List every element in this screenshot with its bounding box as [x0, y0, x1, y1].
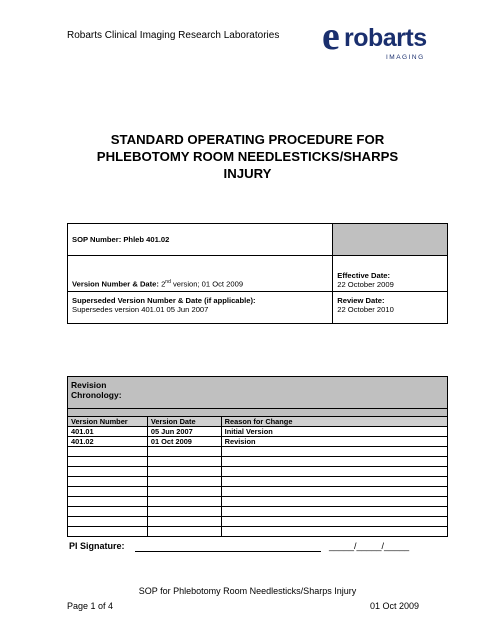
revision-spacer [68, 409, 448, 417]
revision-heading-cell [68, 377, 448, 409]
pi-signature-label: PI Signature: [69, 541, 125, 551]
version-cell [68, 256, 333, 292]
review-date-label: Review Date: [337, 296, 385, 305]
superseded-cell [68, 292, 333, 324]
row-2-version: 401.02 [68, 437, 148, 447]
row-1-version: 401.01 [68, 427, 148, 437]
title-line-3: INJURY [223, 166, 272, 181]
sop-number-cell [68, 224, 333, 256]
grey-cell [333, 224, 448, 256]
logo-wordmark: robarts [344, 24, 427, 52]
superseded-label: Superseded Version Number & Date (if applicable): [72, 296, 256, 305]
version-text: version; 01 Oct 2009 [170, 280, 244, 289]
pi-signature-line[interactable] [135, 551, 321, 552]
document-title [60, 131, 435, 182]
table-row [68, 427, 448, 437]
signature-date-blank[interactable]: _____/_____/_____ [329, 541, 410, 551]
col-reason: Reason for Change [221, 417, 447, 427]
col-version-number: Version Number [68, 417, 148, 427]
title-line-2: PHLEBOTOMY ROOM NEEDLESTICKS/SHARPS [96, 149, 399, 164]
logo-e-mark: e [322, 13, 340, 58]
footer-doc-title: SOP for Phlebotomy Room Needlesticks/Sharps Injury [138, 586, 357, 596]
title-line-1: STANDARD OPERATING PROCEDURE FOR [110, 132, 385, 147]
revision-header-row [68, 417, 448, 427]
logo-subtitle: IMAGING [386, 54, 425, 61]
revision-table [67, 376, 448, 537]
row-1-date: 05 Jun 2007 [147, 427, 221, 437]
review-date-value: 22 October 2010 [337, 305, 394, 314]
robarts-logo [322, 13, 434, 64]
table-row-empty [68, 477, 448, 487]
lab-name: Robarts Clinical Imaging Research Laboratories [67, 30, 280, 41]
table-row-empty [68, 517, 448, 527]
footer-page-number: Page 1 of 4 [67, 601, 114, 611]
table-row-empty [68, 457, 448, 467]
version-number: 2 [161, 280, 166, 289]
row-1-reason: Initial Version [221, 427, 447, 437]
table-row-empty [68, 507, 448, 517]
table-row-empty [68, 467, 448, 477]
sop-number-label: SOP Number: [72, 235, 122, 244]
sop-number-value: Phleb 401.02 [123, 235, 170, 244]
effective-date-cell [333, 256, 448, 292]
table-row-empty [68, 447, 448, 457]
table-row-empty [68, 487, 448, 497]
effective-date-value: 22 October 2009 [337, 280, 394, 289]
row-2-date: 01 Oct 2009 [147, 437, 221, 447]
sop-info-table [67, 223, 448, 324]
version-label: Version Number & Date: [72, 280, 159, 289]
col-version-date: Version Date [147, 417, 221, 427]
row-2-reason: Revision [221, 437, 447, 447]
superseded-value: Supersedes version 401.01 05 Jun 2007 [72, 305, 209, 314]
revision-heading: Revision Chronology: [71, 380, 122, 400]
footer-date: 01 Oct 2009 [370, 601, 420, 611]
effective-date-label: Effective Date: [337, 271, 391, 280]
table-row-empty [68, 527, 448, 537]
version-suffix: nd [165, 279, 171, 286]
table-row [68, 437, 448, 447]
review-date-cell [333, 292, 448, 324]
table-row-empty [68, 497, 448, 507]
